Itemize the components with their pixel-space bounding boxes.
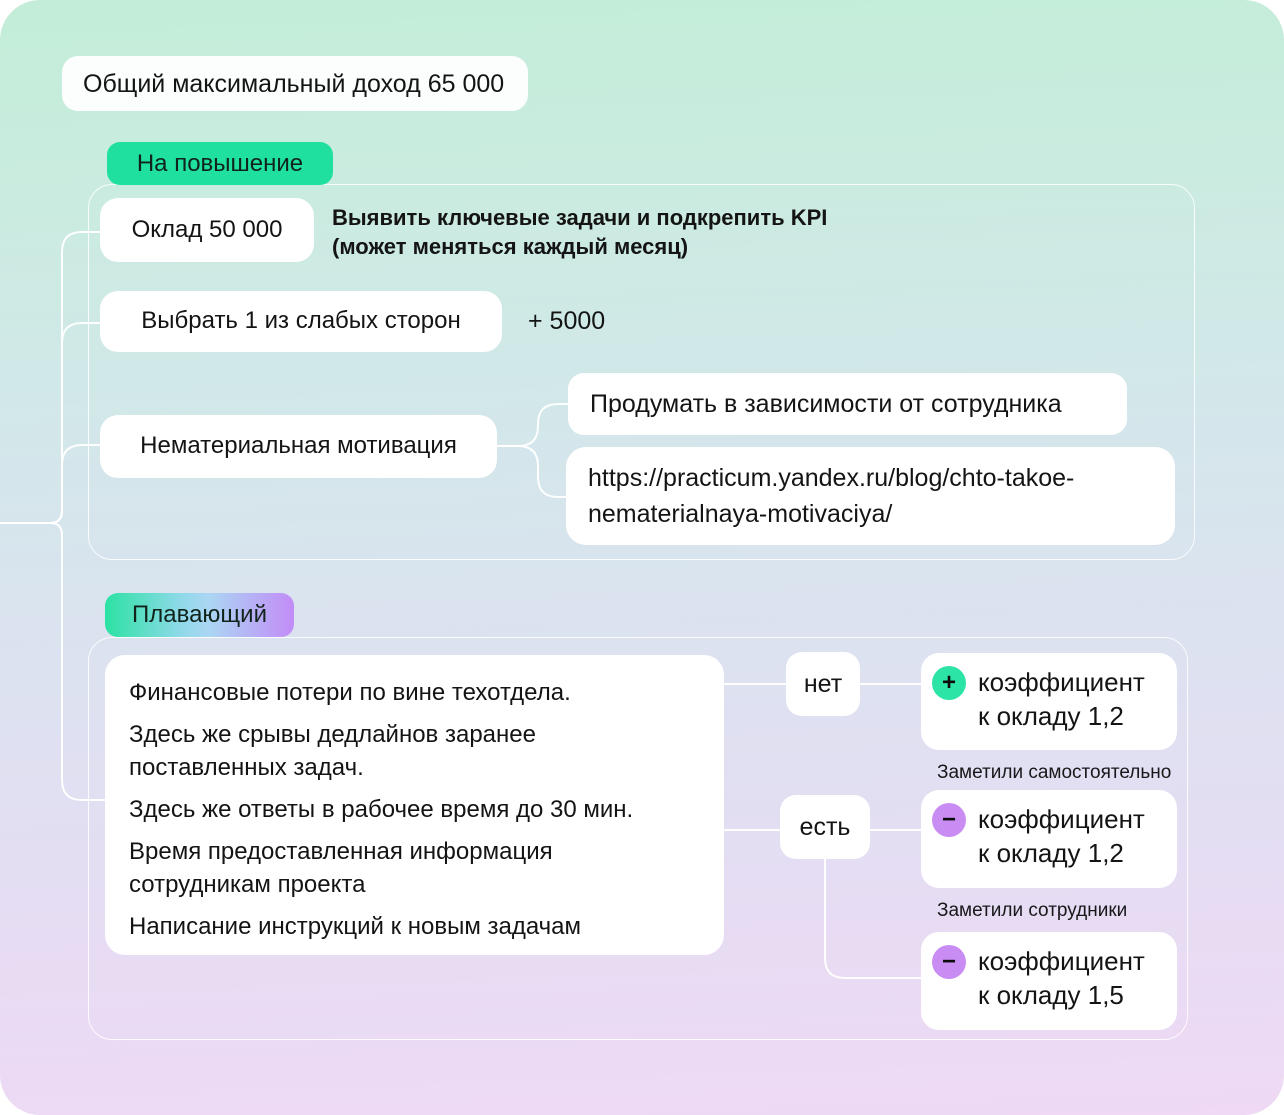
node-yes-label: есть bbox=[799, 813, 851, 841]
coef-line2: к окладу 1,2 bbox=[978, 701, 1124, 731]
node-nonmaterial[interactable] bbox=[100, 415, 497, 478]
plus-icon: + bbox=[932, 666, 966, 700]
link-line2: nematerialnaya-motivaciya/ bbox=[588, 500, 893, 528]
node-nonmaterial-label: Нематериальная мотивация bbox=[140, 432, 457, 460]
connector-spine-to-salary bbox=[0, 232, 100, 523]
badge-raise-label: На повышение bbox=[136, 149, 304, 177]
node-criteria[interactable] bbox=[105, 655, 724, 955]
root-node-total-income[interactable] bbox=[62, 56, 528, 111]
coef-line1: коэффициент bbox=[978, 946, 1145, 976]
node-coef-plus-12[interactable] bbox=[921, 653, 1177, 750]
node-think-per-employee[interactable] bbox=[568, 373, 1127, 435]
badge-floating-label: Плавающий bbox=[132, 601, 267, 628]
criteria-line: Финансовые потери по вине техотдела. bbox=[129, 679, 571, 706]
badge-raise[interactable] bbox=[107, 142, 333, 185]
coef-line2: к окладу 1,2 bbox=[978, 838, 1124, 868]
criteria-line: Написание инструкций к новым задачам bbox=[129, 913, 582, 940]
node-weakness-label: Выбрать 1 из слабых сторон bbox=[141, 307, 461, 335]
connector-spine-to-nonmaterial bbox=[0, 445, 100, 523]
caption-staff-noticed: Заметили сотрудники bbox=[937, 900, 1128, 921]
minus-icon: − bbox=[932, 803, 966, 837]
caption-self-noticed: Заметили самостоятельно bbox=[937, 762, 1172, 783]
node-salary[interactable] bbox=[100, 198, 314, 262]
criteria-line: поставленных задач. bbox=[129, 754, 364, 781]
node-salary-label: Оклад 50 000 bbox=[131, 215, 283, 243]
criteria-line: сотрудникам проекта bbox=[129, 871, 366, 898]
node-think-label: Продумать в зависимости от сотрудника bbox=[590, 390, 1062, 418]
note-bonus-label: + 5000 bbox=[528, 307, 606, 335]
note-bonus bbox=[528, 291, 605, 352]
node-yes[interactable] bbox=[780, 795, 870, 859]
node-coef-minus-15[interactable] bbox=[921, 932, 1177, 1030]
coef-text bbox=[978, 944, 1177, 1012]
note-kpi-line2: (может меняться каждый месяц) bbox=[332, 234, 689, 259]
node-coef-minus-12[interactable] bbox=[921, 790, 1177, 888]
coef-text bbox=[978, 665, 1177, 733]
root-node-label: Общий максимальный доход 65 000 bbox=[83, 69, 505, 98]
criteria-line: Здесь же ответы в рабочее время до 30 мин. bbox=[129, 796, 634, 823]
coef-text bbox=[978, 802, 1177, 870]
note-kpi-line1: Выявить ключевые задачи и подкрепить KPI bbox=[332, 205, 828, 230]
link-line1: https://practicum.yandex.ru/blog/chto-takoe- bbox=[588, 464, 1075, 492]
criteria-line: Время предоставленная информация bbox=[129, 838, 553, 865]
coef-line1: коэффициент bbox=[978, 804, 1145, 834]
node-weakness[interactable] bbox=[100, 291, 502, 352]
note-kpi bbox=[332, 203, 827, 261]
coef-line1: коэффициент bbox=[978, 667, 1145, 697]
node-motivation-link[interactable] bbox=[566, 447, 1175, 545]
minus-icon: − bbox=[932, 945, 966, 979]
coef-line2: к окладу 1,5 bbox=[978, 980, 1124, 1010]
node-no[interactable] bbox=[786, 652, 860, 716]
node-no-label: нет bbox=[803, 670, 843, 698]
criteria-line: Здесь же срывы дедлайнов заранее bbox=[129, 721, 536, 748]
badge-floating[interactable] bbox=[105, 593, 294, 637]
connector-spine-to-weakness bbox=[0, 323, 100, 523]
